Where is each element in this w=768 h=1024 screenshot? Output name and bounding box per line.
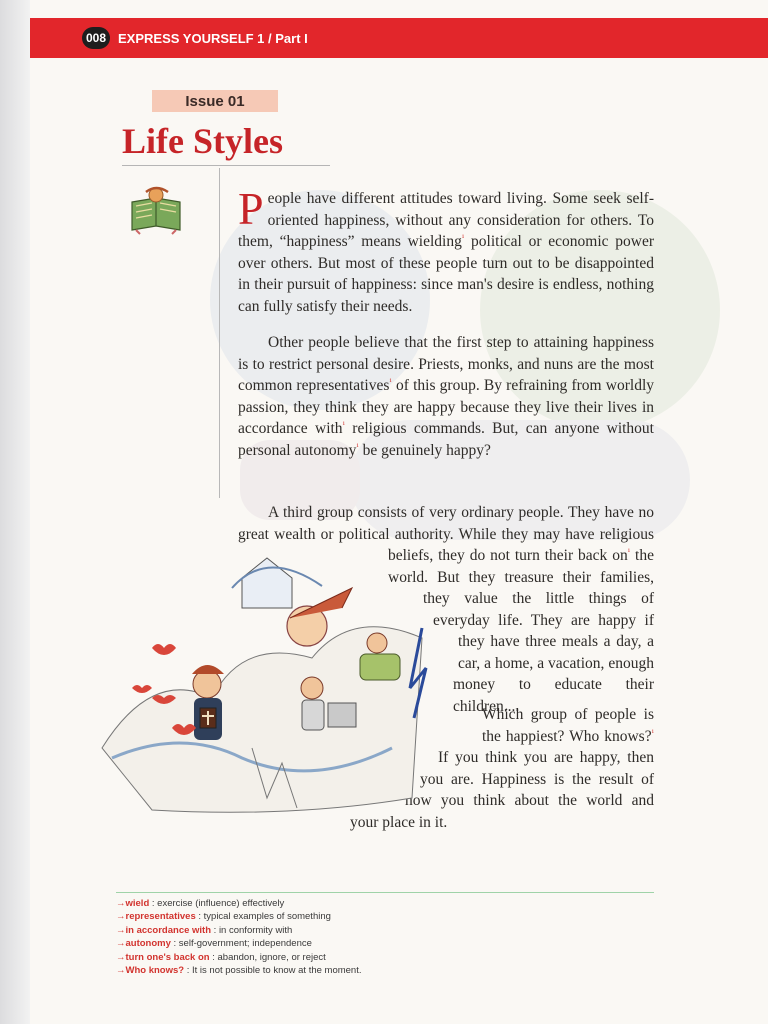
paragraph-4-text-a: Which group of people is the happiest? Who knows? <box>482 706 654 745</box>
glossary-definition: : typical examples of something <box>195 911 331 923</box>
glossary-term: representatives <box>125 911 196 923</box>
vertical-divider <box>219 168 220 498</box>
paragraph-2-text-c: religious commands. But, can anyone without personal autonomy <box>238 420 654 459</box>
happiness-illustration <box>92 548 432 828</box>
page-number-badge: 008 <box>82 27 110 49</box>
paragraph-3-text-a: A third group consists of very ordinary people. They have no great wealth or political authority. While they may have religious beliefs, they do not turn their back on <box>238 504 654 564</box>
drop-cap: P <box>238 183 264 234</box>
header-title: EXPRESS YOURSELF 1 / Part I <box>118 30 308 46</box>
paragraph-1-text-b: political or economic power over others. But most of these people turn out to be disappointed in their pursuit of happiness: since man's desire is endless, nothing can fully satisfy their needs. <box>238 233 654 315</box>
footnote-marker: ¹ <box>627 546 631 556</box>
glossary-item <box>116 924 362 937</box>
paragraph-2-text-d: be genuinely happy? <box>358 441 491 459</box>
footnote-marker: ¹ <box>342 419 345 429</box>
glossary-term: turn one's back on <box>125 951 210 963</box>
glossary-definition: : self-government; independence <box>170 938 312 950</box>
footer-divider <box>116 892 654 893</box>
glossary-item <box>116 951 362 964</box>
glossary-definition: : It is not possible to know at the moment. <box>184 965 362 977</box>
glossary-arrow: → <box>116 938 126 950</box>
title-underline <box>122 165 330 166</box>
glossary-term: wield <box>125 898 150 909</box>
issue-label: Issue 01 <box>152 90 278 112</box>
paragraph-2 <box>238 332 654 461</box>
footnote-marker: ¹ <box>461 232 465 242</box>
paragraph-1 <box>238 183 654 317</box>
glossary-definition: : in conformity with <box>211 924 293 936</box>
glossary-term: Who knows? <box>125 965 185 977</box>
footnote-marker: ¹ <box>356 441 359 451</box>
glossary-term: autonomy <box>125 938 171 950</box>
glossary-item <box>116 964 362 977</box>
paragraph-1-text-a: eople have different attitudes toward living. Some seek self-oriented happiness, without any consideration for others. To them, “happiness” means wielding <box>238 190 654 250</box>
paragraph-2-text-b: of this group. By refraining from worldly passion, they think they are happy because they live their lives in accordance with <box>238 377 654 437</box>
book-page <box>30 0 768 1024</box>
glossary-term: in accordance with <box>125 924 212 936</box>
page-title: Life Styles <box>122 121 283 161</box>
glossary-arrow: → <box>116 924 126 936</box>
glossary-item <box>116 910 362 923</box>
glossary-item <box>116 937 362 950</box>
glossary-definition: : exercise (influence) effectively <box>149 898 285 909</box>
book-reader-icon <box>126 186 186 236</box>
glossary-arrow: → <box>116 965 126 977</box>
glossary <box>116 897 362 977</box>
footnote-marker: ¹ <box>389 376 392 386</box>
header-bar <box>30 18 768 58</box>
footnote-marker: ¹ <box>651 727 654 737</box>
glossary-item <box>116 897 362 910</box>
paragraph-2-text-a: Other people believe that the first step to attaining happiness is to restrict personal desire. Priests, monks, and nuns are the most common representatives <box>238 334 654 394</box>
glossary-arrow: → <box>116 951 126 963</box>
paragraph-4-text-b: If you think you are happy, then you are. Happiness is the result of how you think about the world and your place in it. <box>350 749 654 831</box>
glossary-arrow: → <box>116 911 126 923</box>
glossary-definition: : abandon, ignore, or reject <box>209 951 326 963</box>
glossary-arrow: → <box>116 898 126 909</box>
paragraph-3-text-b: the world. But they treasure their families, they value the little things of everyday life. They are happy if they have three meals a day, a car, a home, a vacation, enough money to educate their children.... <box>388 547 654 715</box>
page-binding-edge <box>0 0 30 1024</box>
